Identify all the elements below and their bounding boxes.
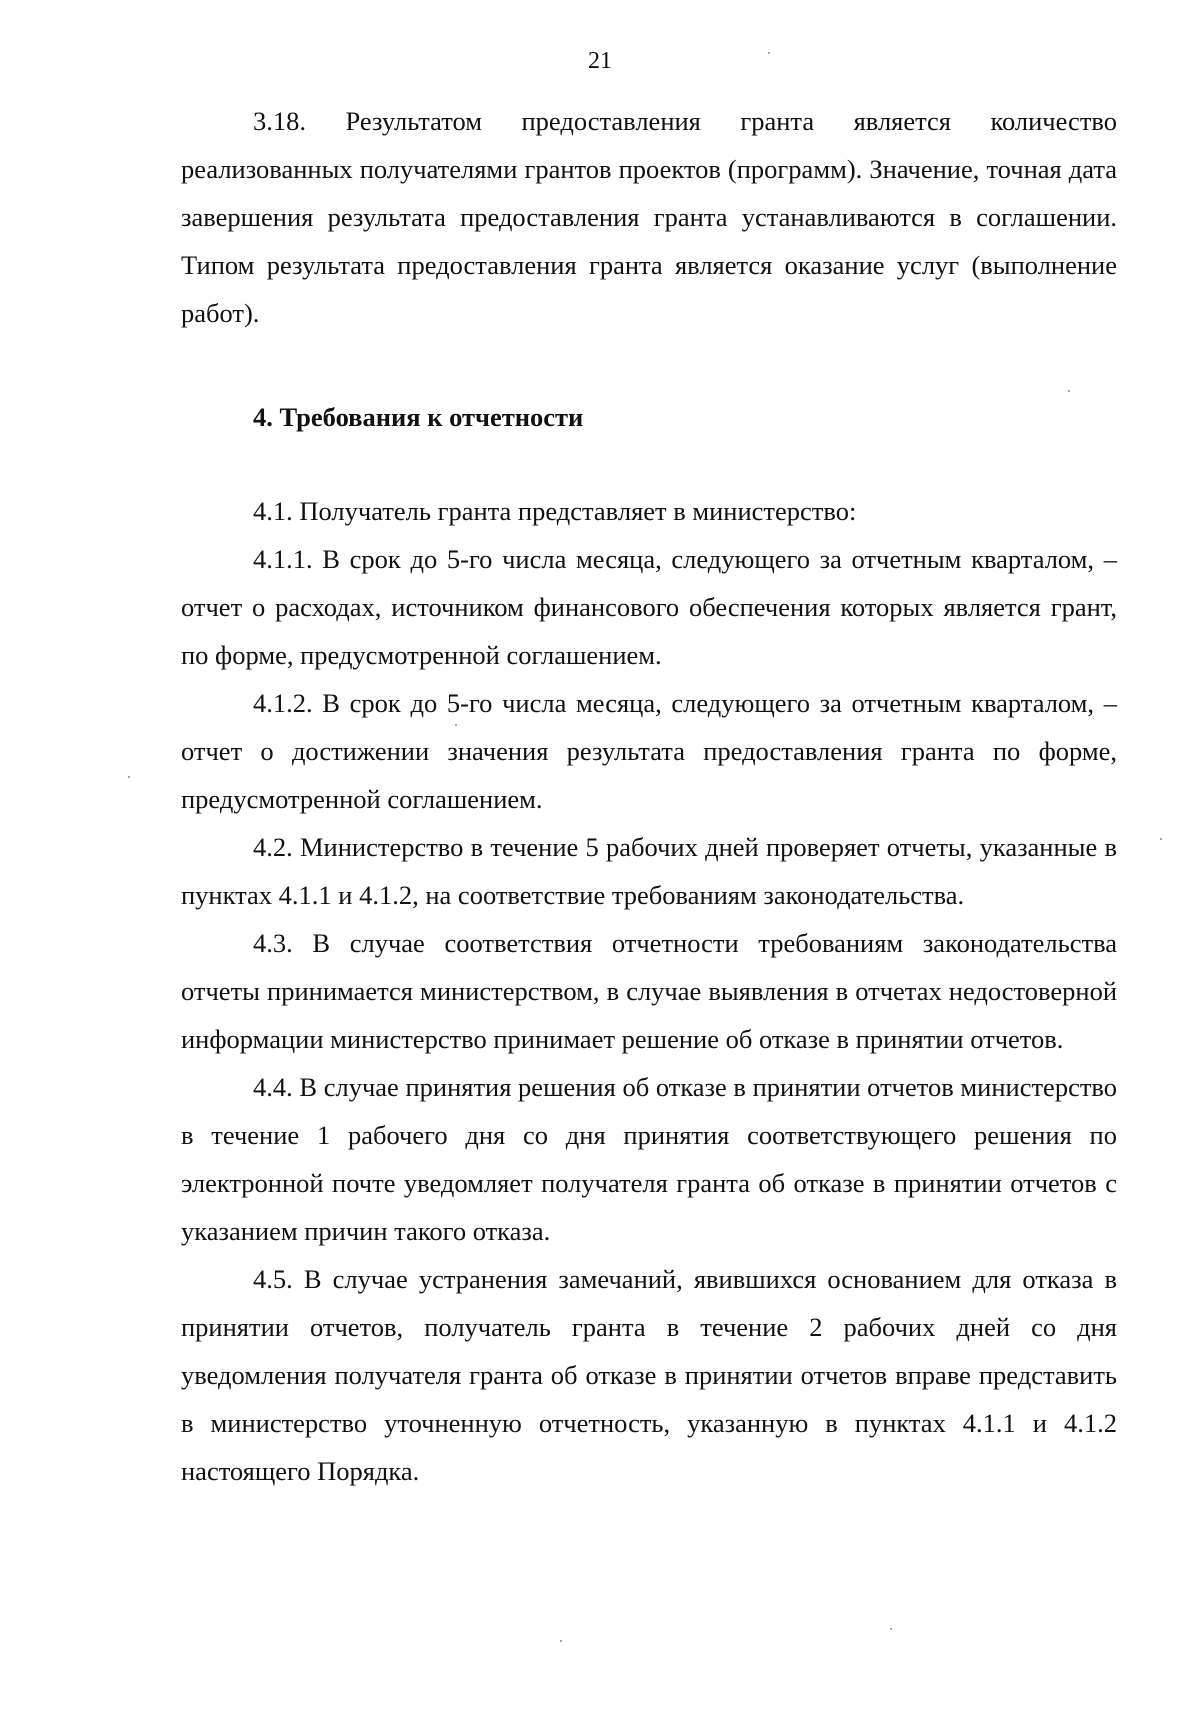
scan-speck [1160,838,1162,840]
scan-speck [890,1628,892,1630]
scan-speck [1068,390,1070,392]
paragraph-4-4: 4.4. В случае принятия решения об отказе в принятии отчетов министерство в течение 1 рабочего дня со дня принятия соответствующего решения по электронной почте уведомляет получателя гранта об отказе в принятии отчетов с указанием причин такого отказа. [181,1072,1117,1246]
paragraph-4-1-1: 4.1.1. В срок до 5-го числа месяца, следующего за отчетным кварталом, – отчет о расходах, источником финансового обеспечения которых является грант, по форме, предусмотренной соглашением. [181,544,1117,670]
paragraph-3-18: 3.18. Результатом предоставления гранта является количество реализованных получателями грантов проектов (программ). Значение, точная дата завершения результата предоставления гранта устанавливаются в соглашении. Типом результата предоставления гранта является оказание услуг (выполнение работ). [181,106,1117,328]
paragraph-4-1-2: 4.1.2. В срок до 5-го числа месяца, следующего за отчетным кварталом, – отчет о достижении значения результата предоставления гранта по форме, предусмотренной соглашением. [181,688,1117,814]
scan-speck [768,52,770,54]
document-body [181,97,1117,1495]
paragraph-4-2: 4.2. Министерство в течение 5 рабочих дней проверяет отчеты, указанные в пунктах 4.1.1 и 4.1.2, на соответствие требованиям законодательства. [181,832,1117,910]
section-heading: 4. Требования к отчетности [253,402,584,432]
scan-speck [455,724,457,726]
paragraph-4-1: 4.1. Получатель гранта представляет в министерство: [253,496,857,526]
paragraph-4-3: 4.3. В случае соответствия отчетности требованиям законодательства отчеты принимается министерством, в случае выявления в отчетах недостоверной информации министерство принимает решение об отказе в принятии отчетов. [181,928,1117,1054]
scan-speck [560,1640,562,1642]
paragraph-4-5: 4.5. В случае устранения замечаний, явившихся основанием для отказа в принятии отчетов, получатель гранта в течение 2 рабочих дней со дня уведомления получателя гранта об отказе в принятии отчетов вправе представить в министерство уточненную отчетность, указанную в пунктах 4.1.1 и 4.1.2 настоящего Порядка. [181,1264,1117,1486]
scan-speck [128,776,130,778]
spacer [181,441,1117,487]
page-number: 21 [588,48,612,74]
spacer [181,337,1117,393]
